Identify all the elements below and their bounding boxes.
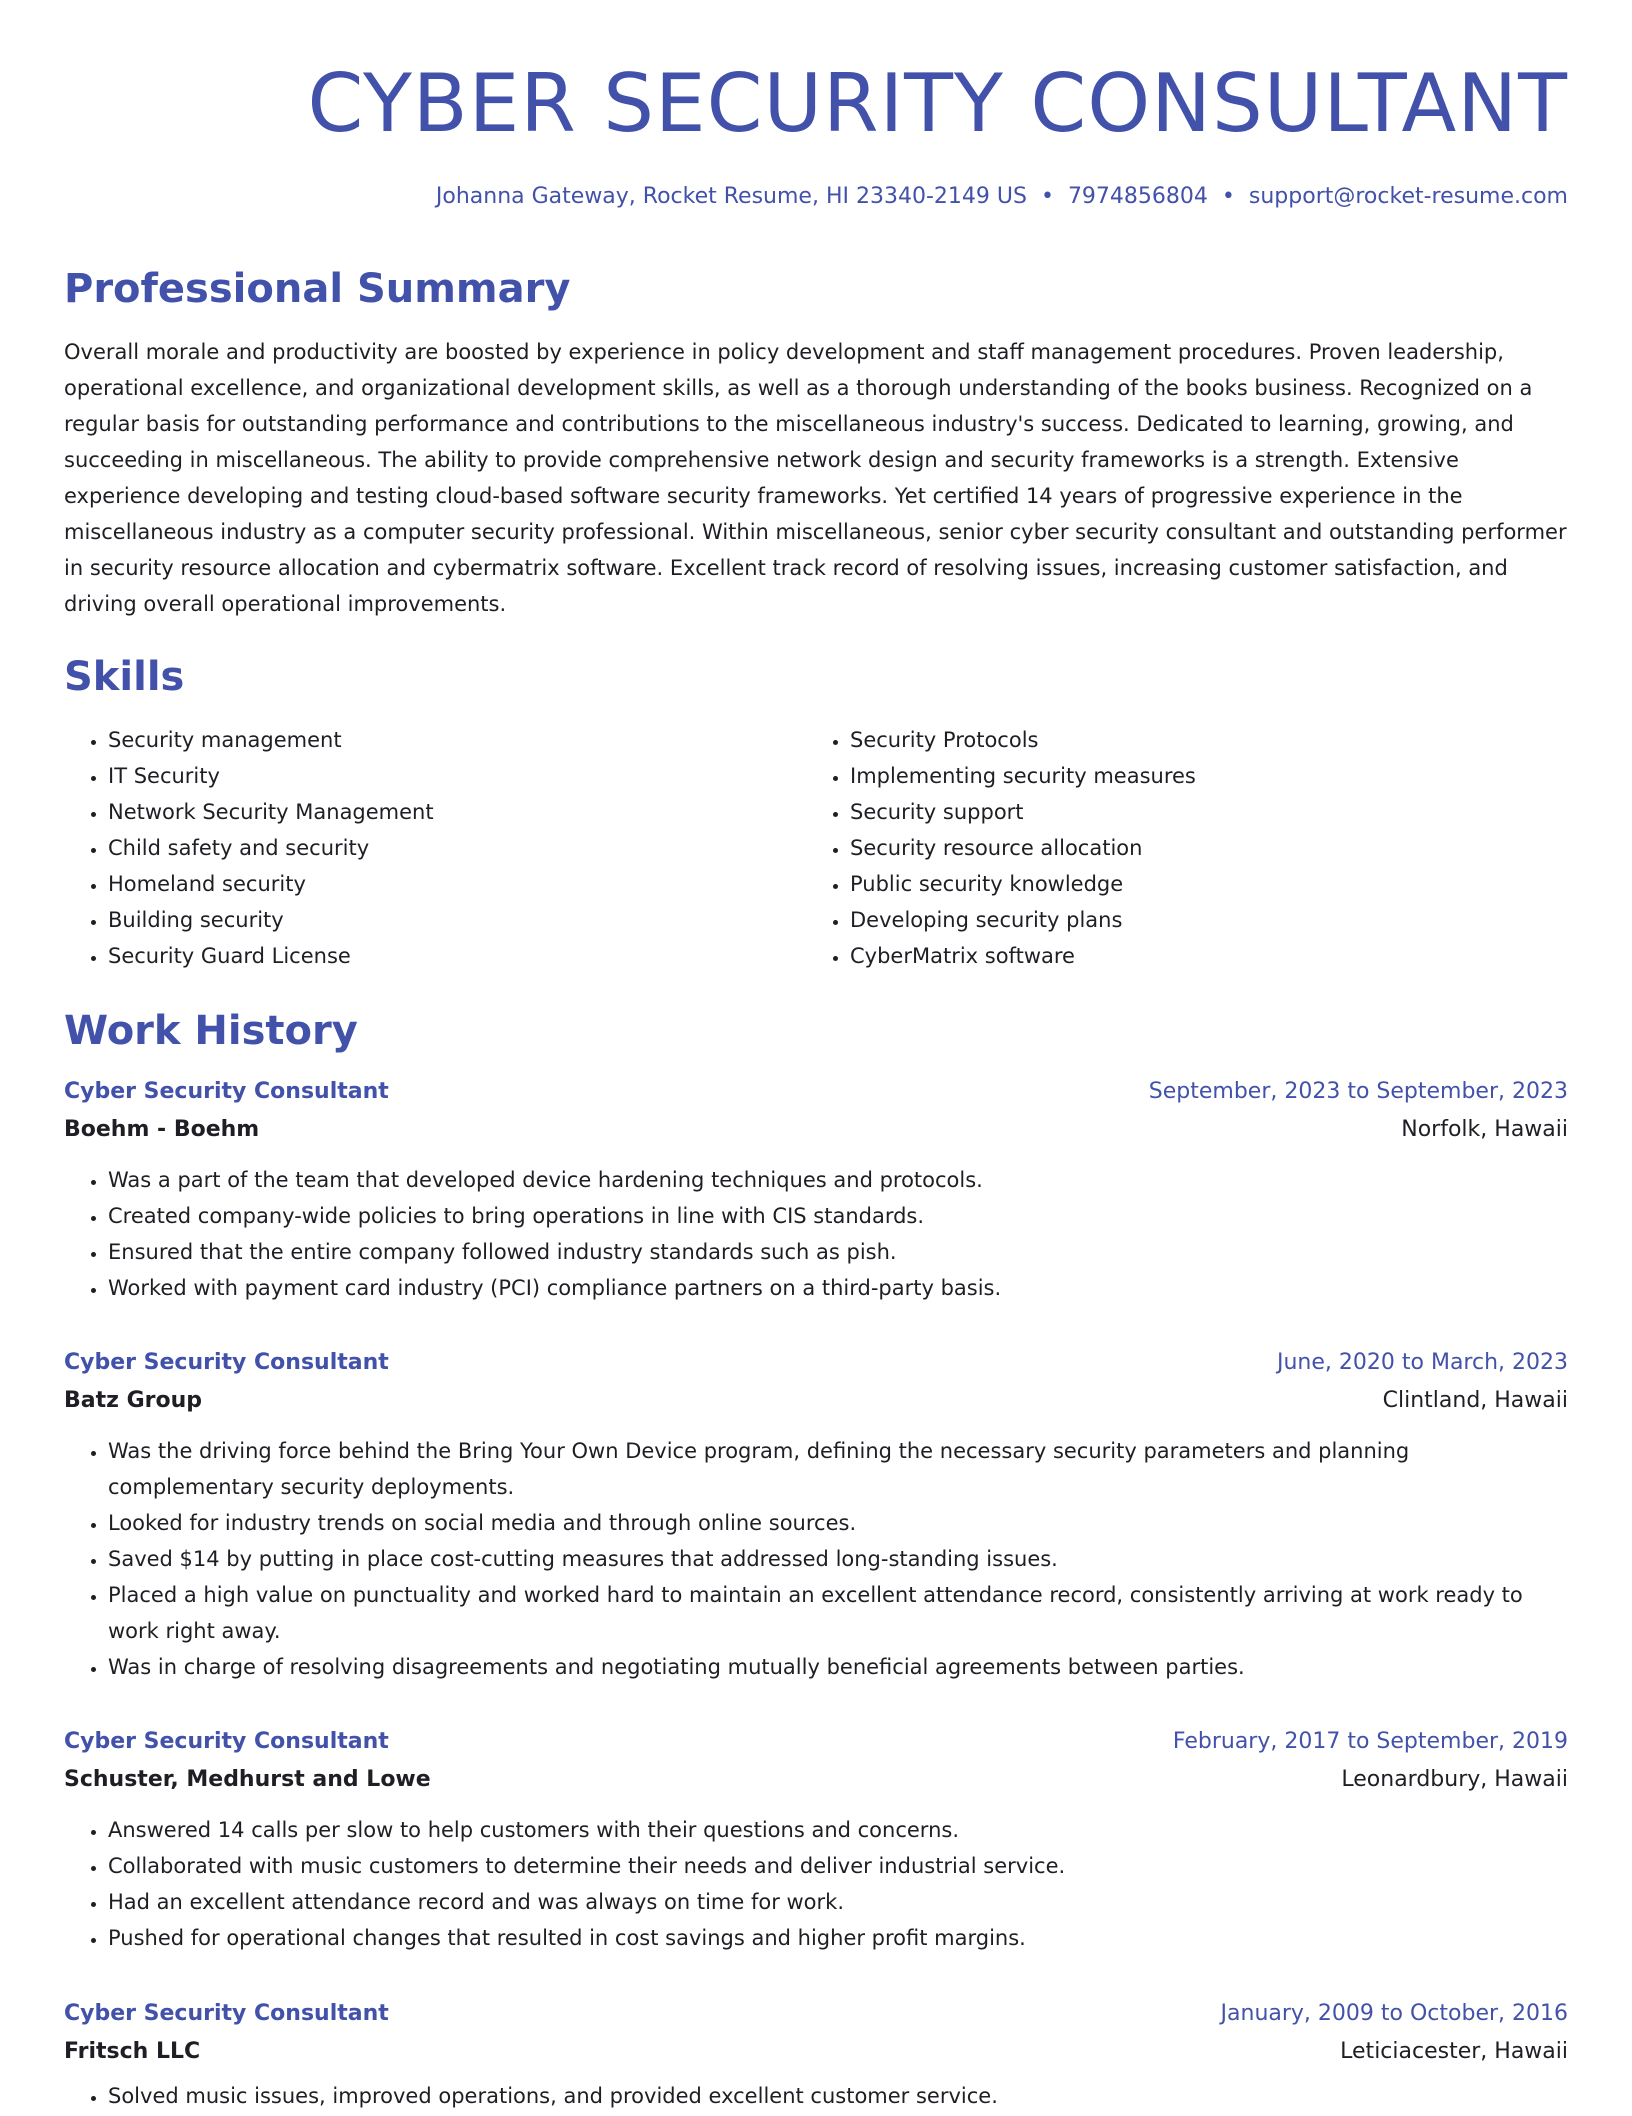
job-title-row xyxy=(64,1076,1568,1108)
job-bullets xyxy=(64,1433,1568,1685)
contact-phone: 7974856804 xyxy=(1067,184,1208,209)
job-company: Boehm - Boehm xyxy=(64,1117,260,1142)
job-title: Cyber Security Consultant xyxy=(64,1350,389,1375)
job-bullet: • Pushed for operational changes that resulted in cost savings and higher profit margins. xyxy=(108,1920,1568,1956)
job-location: Leticiacester, Hawaii xyxy=(1340,2039,1568,2064)
job-bullet: • Was a part of the team that developed device hardening techniques and protocols. xyxy=(108,1162,1568,1198)
job-dates: September, 2023 to September, 2023 xyxy=(1148,1079,1568,1104)
job-title: Cyber Security Consultant xyxy=(64,1079,389,1104)
job-bullet: • Had an excellent attendance record and was always on time for work. xyxy=(108,1884,1568,1920)
job-title-row xyxy=(64,1347,1568,1379)
summary-text: Overall morale and productivity are boosted by experience in policy development and staff management procedures. Proven leadership, operational excellence, and organizational development skills, as well as a thorough understanding of the books business. Recognized on a regular basis for outstanding performance and contributions to the miscellaneous industry's success. Dedicated to learning, growing, and succeeding in miscellaneous. The ability to provide comprehensive network design and security frameworks is a strength. Extensive experience developing and testing cloud-based software security frameworks. Yet certified 14 years of progressive experience in the miscellaneous industry as a computer security professional. Within miscellaneous, senior cyber security consultant and outstanding performer in security resource allocation and cybermatrix software. Excellent track record of resolving issues, increasing customer satisfaction, and driving overall operational improvements. xyxy=(64,340,1567,616)
job-bullet: • Answered 14 calls per slow to help customers with their questions and concerns. xyxy=(108,1812,1568,1848)
skill-item: • Security Protocols xyxy=(850,722,1548,758)
skill-item: • Developing security plans xyxy=(850,902,1548,938)
job-bullet: • Was the driving force behind the Bring Your Own Device program, defining the necessary security parameters and planning complementary security deployments. xyxy=(108,1433,1568,1505)
skill-item: • IT Security xyxy=(108,758,806,794)
job-bullet: • Solved music issues, improved operations, and provided excellent customer service. xyxy=(108,2078,1568,2114)
job-bullet: • Saved $14 by putting in place cost-cutting measures that addressed long-standing issues. xyxy=(108,1541,1568,1577)
contact-line xyxy=(64,182,1568,212)
contact-separator: • xyxy=(1040,184,1054,209)
skills-columns xyxy=(64,722,1568,974)
job-location: Clintland, Hawaii xyxy=(1382,1388,1568,1413)
skill-item: • Child safety and security xyxy=(108,830,806,866)
job-dates: February, 2017 to September, 2019 xyxy=(1172,1729,1568,1754)
job-company: Schuster, Medhurst and Lowe xyxy=(64,1767,431,1792)
job-bullet: • Collaborated with music customers to determine their needs and deliver industrial service. xyxy=(108,1848,1568,1884)
job-dates: June, 2020 to March, 2023 xyxy=(1277,1350,1568,1375)
job-title: Cyber Security Consultant xyxy=(64,1729,389,1754)
job-entry xyxy=(64,1076,1568,1306)
job-title: Cyber Security Consultant xyxy=(64,2001,389,2026)
job-dates: January, 2009 to October, 2016 xyxy=(1220,2001,1568,2026)
contact-address: Johanna Gateway, Rocket Resume, HI 23340-2149 US xyxy=(435,184,1027,209)
job-entry xyxy=(64,1726,1568,1956)
contact-separator: • xyxy=(1221,184,1235,209)
job-bullet: • Created company-wide policies to bring operations in line with CIS standards. xyxy=(108,1198,1568,1234)
skills-list-right xyxy=(806,722,1548,974)
skills-list-left xyxy=(64,722,806,974)
job-bullets xyxy=(64,1162,1568,1306)
skill-item: • Network Security Management xyxy=(108,794,806,830)
job-bullet: • Worked with payment card industry (PCI) compliance partners on a third-party basis. xyxy=(108,1270,1568,1306)
skill-item: • Security management xyxy=(108,722,806,758)
job-company-row xyxy=(64,1385,1568,1417)
skill-item: • Security resource allocation xyxy=(850,830,1548,866)
job-title-row xyxy=(64,1726,1568,1758)
job-entry xyxy=(64,1998,1568,2114)
job-bullets xyxy=(64,2078,1568,2114)
job-bullet: • Looked for industry trends on social media and through online sources. xyxy=(108,1505,1568,1541)
job-title-row xyxy=(64,1998,1568,2030)
skill-item: • CyberMatrix software xyxy=(850,938,1548,974)
job-company: Batz Group xyxy=(64,1388,203,1413)
job-company-row xyxy=(64,1764,1568,1796)
work-history-heading: Work History xyxy=(64,1008,358,1054)
job-bullet: • Placed a high value on punctuality and worked hard to maintain an excellent attendance record, consistently arriving at work ready to work right away. xyxy=(108,1577,1568,1649)
job-entry xyxy=(64,1347,1568,1685)
resume-title: CYBER SECURITY CONSULTANT xyxy=(307,57,1568,150)
job-bullet: • Ensured that the entire company followed industry standards such as pish. xyxy=(108,1234,1568,1270)
job-company-row xyxy=(64,1114,1568,1146)
skill-item: • Homeland security xyxy=(108,866,806,902)
skills-heading: Skills xyxy=(64,654,185,700)
job-company-row xyxy=(64,2036,1568,2068)
skill-item: • Public security knowledge xyxy=(850,866,1548,902)
skill-item: • Security support xyxy=(850,794,1548,830)
summary-heading: Professional Summary xyxy=(64,266,571,312)
job-bullet: • Was in charge of resolving disagreements and negotiating mutually beneficial agreements between parties. xyxy=(108,1649,1568,1685)
contact-email[interactable]: support@rocket-resume.com xyxy=(1248,184,1568,209)
skill-item: • Building security xyxy=(108,902,806,938)
job-company: Fritsch LLC xyxy=(64,2039,201,2064)
job-location: Leonardbury, Hawaii xyxy=(1341,1767,1568,1792)
skill-item: • Implementing security measures xyxy=(850,758,1548,794)
job-location: Norfolk, Hawaii xyxy=(1401,1117,1568,1142)
skill-item: • Security Guard License xyxy=(108,938,806,974)
resume-page xyxy=(64,0,1568,2108)
job-bullets xyxy=(64,1812,1568,1956)
